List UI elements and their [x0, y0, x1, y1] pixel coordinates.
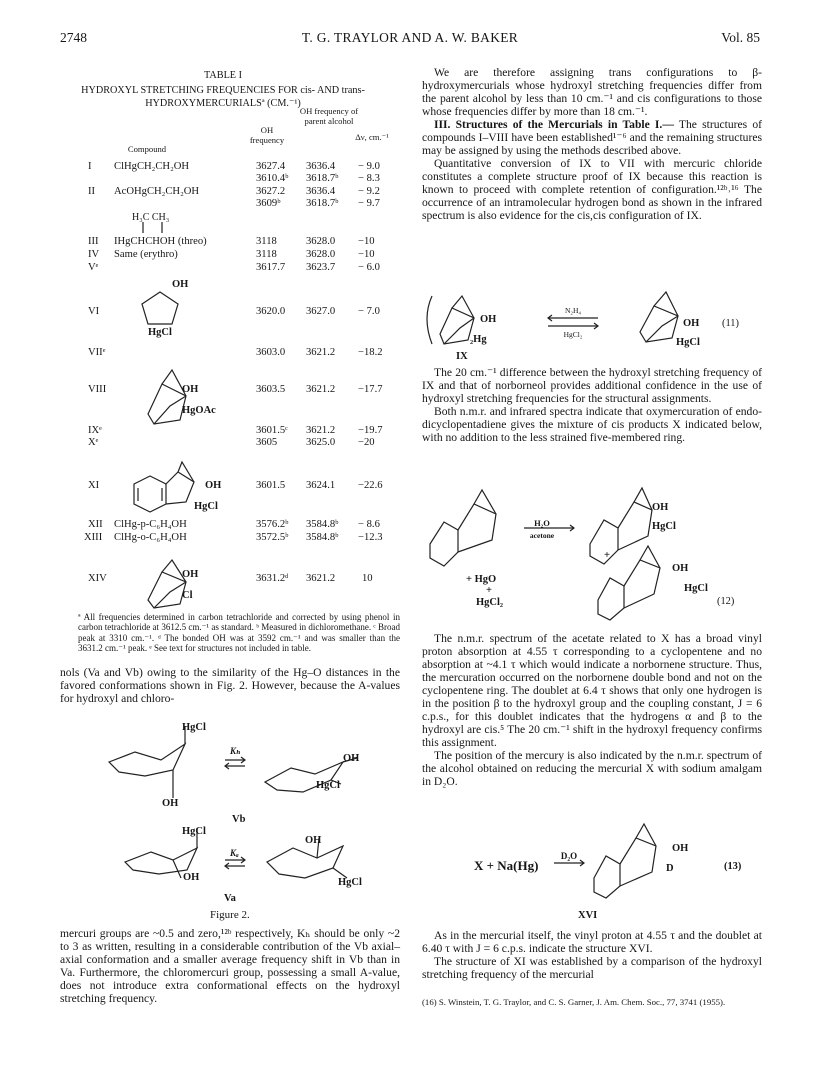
row-parent: 3625.0 [306, 437, 336, 448]
xiv-oh-label: OH [182, 569, 199, 580]
paragraph: Quantitative conversion of IX to VII with mercuric chloride constitutes a complete structure proof of IX because this reaction is known to proceed with complete retention of configuration.¹²ᵇ˒¹⁶ The occurrence of an intramolecular hydrogen bond as shown in the infrared spectrum is also evidence for the cis,cis configuration of IX. [422, 157, 762, 222]
xvi-label: XVI [578, 910, 598, 921]
row-parent: 3623.7 [306, 262, 336, 273]
row-oh: 3118 [256, 236, 277, 247]
vb-label: Vb [232, 814, 246, 825]
row-id: VIIᵉ [88, 347, 106, 358]
paragraph: mercuri groups are ~0.5 and zero,¹²ᵇ respectively, Kₕ should be only ~2 to 3 as written, resulting in a considerable contribution of the Vb axial–axial conformation and a smaller average frequency shift in Vb than in Va. Furthermore, the chloromercuri group, possessing a small A-value, does not introduce extra conformational effects on the hydroxyl stretching frequency. [60, 927, 400, 1005]
row-parent: 3628.0 [306, 249, 336, 260]
vi-hgcl-label: HgCl [148, 327, 172, 338]
row-id: Vᵉ [88, 262, 99, 273]
row-compound: ClHg-p-C₆H₄OH [114, 519, 187, 530]
right-column-text-lower [422, 632, 762, 788]
row-oh: 3603.0 [256, 347, 286, 358]
page-number: 2748 [60, 30, 87, 45]
right-column-text-mid [422, 366, 762, 444]
row-delta: −12.3 [358, 532, 383, 543]
column-header-compound: Compound [127, 144, 167, 154]
ix-oh-label: OH [480, 314, 497, 325]
vb-hgcl-label: HgCl [182, 722, 206, 733]
reference-16: (16) S. Winstein, T. G. Traylor, and C. S. Garner, J. Am. Chem. Soc., 77, 3741 (1955). [422, 997, 726, 1007]
row-delta: −17.7 [358, 384, 383, 395]
row-delta: −18.2 [358, 347, 383, 358]
x1-hgcl-label: HgCl [652, 521, 676, 532]
paragraph: As in the mercurial itself, the vinyl proton at 4.55 τ and the doublet at 6.40 τ with J = 6 c.p.s. indicate the structure XVI. [422, 929, 762, 955]
norbornane-hgoac-structure [140, 362, 200, 430]
equation-13-number: (13) [724, 861, 742, 872]
norbornane-cl-structure [140, 556, 200, 614]
ka-label: Kₐ [230, 848, 239, 858]
ix-hg-label: ₂Hg [470, 334, 487, 345]
row-oh: 3609ᵇ [256, 198, 281, 209]
column-header-parent: OH frequency of parent alcohol [299, 106, 359, 126]
volume-number: Vol. 85 [721, 30, 760, 45]
viii-oh-label: OH [182, 384, 199, 395]
eq13-reagent: D₂O [560, 851, 578, 861]
row-id: VIII [88, 384, 107, 395]
row-oh: 3576.2ᵇ [256, 519, 289, 530]
equation-12-structures [422, 470, 742, 630]
left-column-text-top [60, 666, 400, 705]
row-compound: ClHg-o-C₆H₄OH [114, 532, 187, 543]
viii-hgoac-label: HgOAc [182, 405, 216, 416]
equation-12-number: (12) [717, 596, 735, 607]
paragraph: The 20 cm.⁻¹ difference between the hydroxyl stretching frequency of IX and that of norborneol provides additional confidence in the use of hydroxyl stretching frequencies for the structural assignments. [422, 366, 762, 405]
row-oh: 3617.7 [256, 262, 286, 273]
benzonorbornane-structure [128, 458, 210, 522]
row-oh: 3620.0 [256, 306, 286, 317]
row-compound: Same (erythro) [114, 249, 178, 260]
row-delta: −19.7 [358, 425, 383, 436]
vii-hgcl-label: HgCl [676, 337, 700, 348]
row-oh: 3610.4ᵇ [256, 173, 289, 184]
row-delta: − 6.0 [358, 262, 380, 273]
row-parent: 3584.8ᵇ [306, 519, 339, 530]
row-id: Xᵉ [88, 437, 99, 448]
table-title-line2: HYDROXYMERCURIALSª (CM.⁻¹) [145, 98, 301, 109]
row-parent: 3618.7ᵇ [306, 173, 339, 184]
row-id: XIV [88, 573, 107, 584]
row-oh: 3603.5 [256, 384, 286, 395]
equation-11-number: (11) [722, 318, 739, 329]
row-delta: − 8.3 [358, 173, 380, 184]
row-delta: −22.6 [358, 480, 383, 491]
va-hgcl-label: HgCl [182, 826, 206, 837]
row-id: II [88, 186, 96, 197]
row-id: VI [88, 306, 100, 317]
xvi-oh-label: OH [672, 843, 689, 854]
ix-label: IX [456, 351, 468, 362]
row-parent: 3621.2 [306, 425, 336, 436]
row-oh: 3601.5ᶜ [256, 425, 288, 436]
eq11-reagent-top: N₂H₄ [564, 306, 582, 315]
row-parent: 3584.8ᵇ [306, 532, 339, 543]
eq13-lhs: X + Na(Hg) [474, 858, 539, 873]
xi-oh-label: OH [205, 480, 222, 491]
va-label: Va [224, 893, 236, 904]
row-delta: −10 [358, 249, 375, 260]
methyl-bonds [140, 222, 170, 234]
equation-13-structures [554, 820, 714, 912]
paragraph: The position of the mercury is also indicated by the n.m.r. spectrum of the alcohol obtained on reducing the mercurial X with sodium amalgam in D₂O. [422, 749, 762, 788]
column-header-delta: Δν, cm.⁻¹ [355, 132, 389, 142]
left-column-text-bottom [60, 927, 400, 1005]
paragraph: The n.m.r. spectrum of the acetate related to X has a broad vinyl proton absorption at 4.55 τ corresponding to a cyclopentene and no absorption at ~4.1 τ which would indicate a norbornene structure. Thus, the mercuration occurred on the norbornene double bond and not on the cyclopentene ring. The doublet at 6.4 τ shows that only one hydrogen is in the position β to the hydroxyl group and the coupling constant, J = 6 c.p.s., for this doublet indicates that the hydrogens α and β to the hydroxyl are cis.⁵ The 20 cm.⁻¹ shift in the hydroxyl frequency confirms this assignment. [422, 632, 762, 749]
row-id: XI [88, 480, 100, 491]
column-header-oh: OH frequency [249, 125, 285, 145]
row-delta: −20 [358, 437, 375, 448]
paragraph: Both n.m.r. and infrared spectra indicate that oxymercuration of endo-dicyclopentadiene gives the mixture of cis products X indicated below, with no addition to the less strained five-membered ring. [422, 405, 762, 444]
vii-oh-label: OH [683, 318, 700, 329]
row-oh: 3118 [256, 249, 277, 260]
right-column-text-bottom [422, 929, 762, 981]
row-compound: ClHgCH₂CH₂OH [114, 161, 190, 172]
vb-right-hgcl-label: HgCl [316, 780, 340, 791]
va-right-hgcl-label: HgCl [338, 877, 362, 888]
methyl-groups: H₃C CH₃ [132, 212, 170, 223]
cyclopentanol-structure [130, 286, 190, 332]
row-oh: 3631.2ᵈ [256, 573, 289, 584]
xi-hgcl-label: HgCl [194, 501, 218, 512]
row-parent: 3636.4 [306, 161, 336, 172]
row-oh: 3572.5ᵇ [256, 532, 289, 543]
section-heading: III. Structures of the Mercurials in Table I.— [434, 118, 674, 131]
table-label: TABLE I [204, 70, 242, 81]
paragraph: The structure of XI was established by a comparison of the hydroxyl stretching frequency of the mercurial [422, 955, 762, 981]
table-footnote: ª All frequencies determined in carbon tetrachloride and corrected by using phenol in carbon tetrachloride at 3612.5 cm.⁻¹ as standard. ᵇ Measured in dichloromethane. ᶜ Broad peak at 3310 cm.⁻¹. ᵈ The bonded OH was at 3592 cm.⁻¹ and was smaller than the 3631.2 cm.⁻¹ peak. ᵉ See text for structures not included in table. [78, 612, 400, 654]
va-right-oh-label: OH [305, 835, 322, 846]
row-oh: 3627.4 [256, 161, 286, 172]
eq12-reagent-top: H₂O [534, 518, 550, 528]
eq12-mixture-plus: + [604, 550, 610, 561]
row-id: XII [88, 519, 103, 530]
xvi-d-label: D [666, 863, 674, 874]
table-title-line1: HYDROXYL STRETCHING FREQUENCIES FOR cis- AND trans- [81, 85, 365, 96]
equation-11-structures [422, 288, 762, 362]
row-id: XIII [84, 532, 103, 543]
row-oh: 3601.5 [256, 480, 286, 491]
row-oh: 3627.2 [256, 186, 286, 197]
row-id: I [88, 161, 92, 172]
paragraph: The structures of compounds I–VIII have been established¹⁻⁶ and the remaining structures may be assigned by using the methods described above. [422, 118, 762, 157]
row-parent: 3636.4 [306, 186, 336, 197]
row-id: IV [88, 249, 100, 260]
row-compound: AcOHgCH₂CH₂OH [114, 186, 200, 197]
row-delta: − 9.7 [358, 198, 380, 209]
running-title: T. G. TRAYLOR AND A. W. BAKER [301, 30, 519, 45]
vi-oh-label: OH [172, 279, 189, 290]
row-delta: − 8.6 [358, 519, 380, 530]
row-parent: 3627.0 [306, 306, 336, 317]
va-oh-label: OH [183, 872, 200, 883]
row-delta: −10 [358, 236, 375, 247]
x1-oh-label: OH [652, 502, 669, 513]
row-delta: − 9.2 [358, 186, 380, 197]
row-parent: 3624.1 [306, 480, 336, 491]
kb-label: Kₕ [230, 746, 241, 756]
row-compound: IHgCHCHOH (threo) [114, 236, 207, 247]
vb-right-oh-label: OH [343, 753, 360, 764]
eq12-plus-hgo: + HgO [466, 574, 497, 585]
x2-hgcl-label: HgCl [684, 583, 708, 594]
row-parent: 3618.7ᵇ [306, 198, 339, 209]
eq12-hgcl2: HgCl₂ [476, 597, 504, 608]
paragraph: nols (Va and Vb) owing to the similarity of the Hg–O distances in the favored conformations shown in Fig. 2. However, because the A-values for hydroxyl and chloro- [60, 666, 400, 705]
row-parent: 3621.2 [306, 347, 336, 358]
row-oh: 3605 [256, 437, 278, 448]
row-id: III [88, 236, 99, 247]
x2-oh-label: OH [672, 563, 689, 574]
figure-2-caption: Figure 2. [210, 909, 250, 921]
eq12-plus: + [486, 585, 492, 596]
row-parent: 3621.2 [306, 384, 336, 395]
row-delta: 10 [362, 573, 373, 584]
row-parent: 3621.2 [306, 573, 336, 584]
xiv-cl-label: Cl [182, 590, 193, 601]
row-delta: − 9.0 [358, 161, 380, 172]
row-id: IXᵉ [88, 425, 102, 436]
row-parent: 3628.0 [306, 236, 336, 247]
vb-oh-label: OH [162, 798, 179, 809]
eq12-reagent-bottom: acetone [529, 531, 555, 540]
eq11-reagent-bottom: HgCl₂ [563, 330, 583, 339]
right-column-text-top [422, 66, 762, 222]
row-delta: − 7.0 [358, 306, 380, 317]
paragraph: We are therefore assigning trans configurations to β-hydroxymercurials whose hydroxyl stretching frequencies differ from the parent alcohol by less than 10 cm.⁻¹ and cis configurations to those whose frequencies differ by more than 18 cm.⁻¹. [422, 66, 762, 118]
